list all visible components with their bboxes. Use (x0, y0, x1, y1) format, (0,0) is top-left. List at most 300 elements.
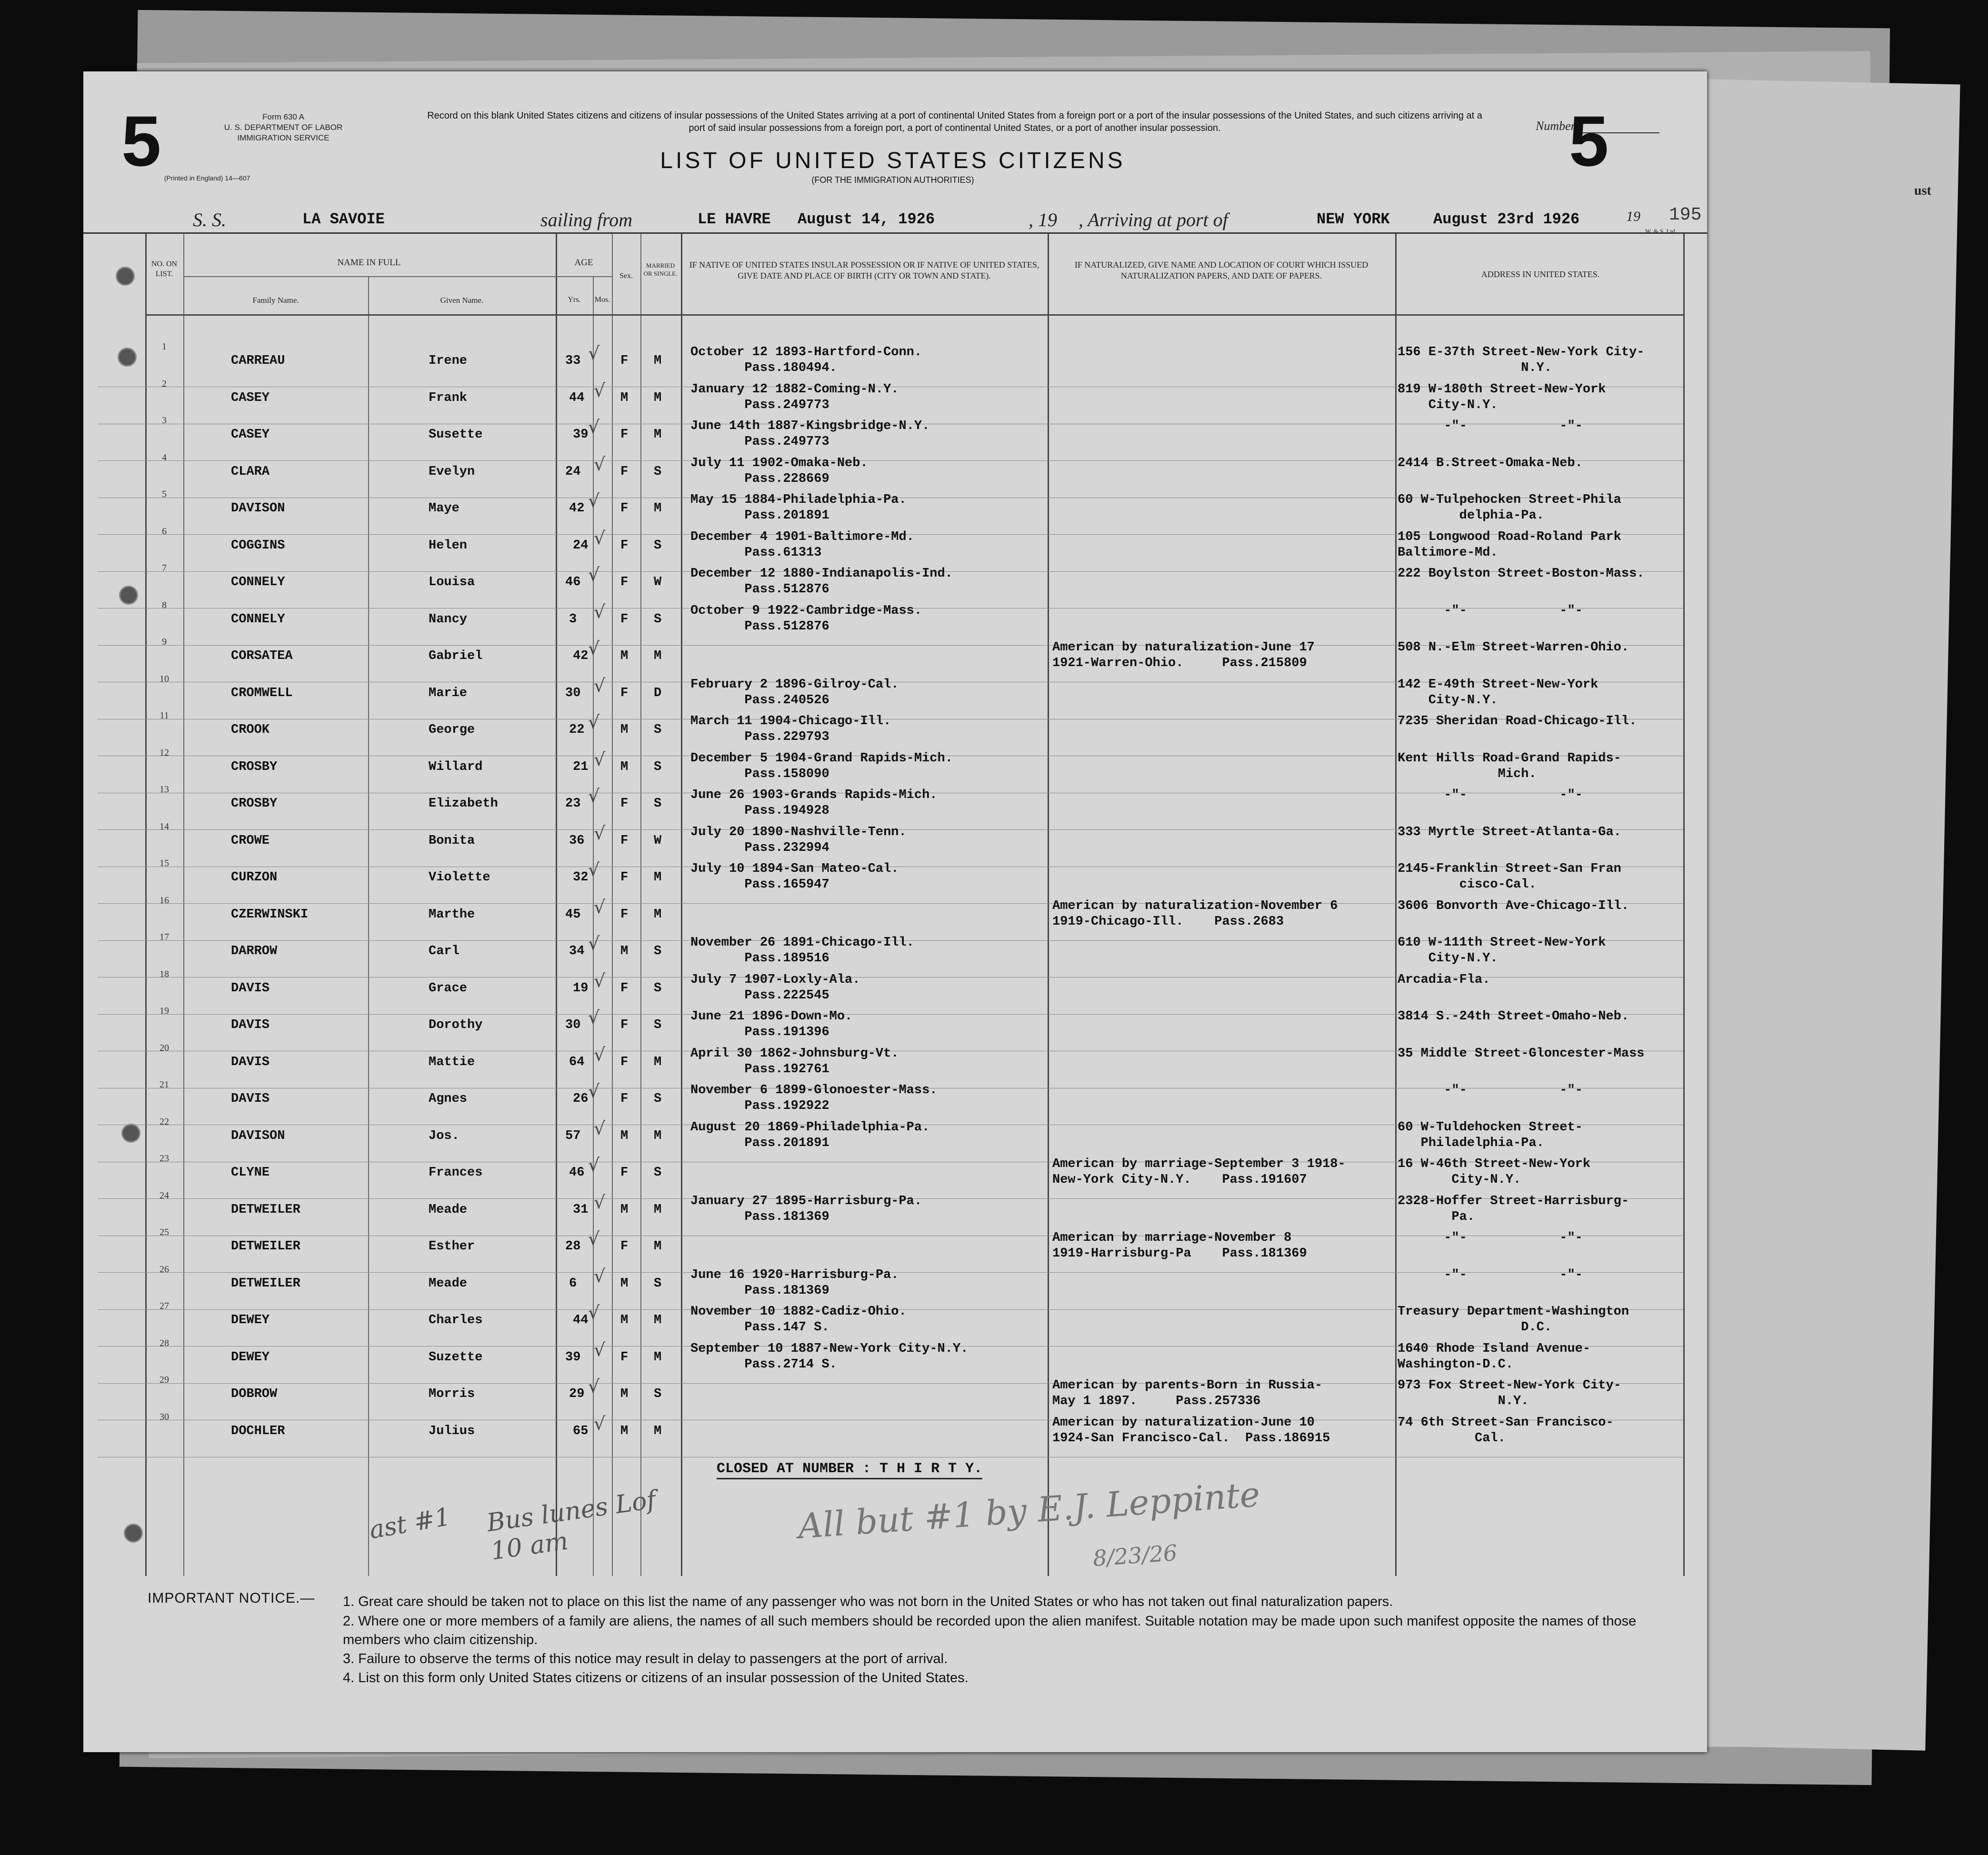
row-number: 27 (160, 1301, 169, 1311)
sex: F (620, 501, 629, 516)
naturalization-info: American by parents-Born in Russia- May 1 1897. Pass.257336 (1052, 1378, 1323, 1408)
marital-status: M (654, 1055, 662, 1069)
marital-status: M (654, 870, 662, 885)
column-rule (1683, 233, 1685, 1576)
age-years: 65 (573, 1424, 589, 1438)
family-name: DETWEILER (231, 1203, 300, 1217)
row-number: 29 (160, 1375, 169, 1385)
header-mos: Mos. (594, 296, 610, 304)
check-mark-icon: √ (588, 1007, 600, 1028)
marital-status: M (654, 649, 662, 663)
sex: M (620, 1203, 629, 1217)
sex: F (620, 539, 629, 553)
given-name: Elizabeth (429, 797, 498, 811)
address: 610 W-111th Street-New-York City-N.Y. (1398, 936, 1606, 966)
row-number: 11 (160, 710, 169, 721)
age-years: 64 (569, 1055, 585, 1069)
birth-info: April 30 1862-Johnsburg-Vt. Pass.192761 (690, 1047, 899, 1077)
marital-status: D (654, 686, 662, 700)
given-name: Suzette (429, 1350, 483, 1365)
marital-status: S (654, 944, 662, 958)
age-years: 24 (565, 465, 581, 479)
birth-info: May 15 1884-Philadelphia-Pa. Pass.201891 (690, 493, 907, 523)
address: 105 Longwood Road-Roland Park Baltimore-Md. (1398, 530, 1621, 560)
age-years: 46 (569, 1166, 585, 1180)
row-number: 18 (160, 969, 169, 979)
family-name: CONNELY (231, 575, 285, 589)
check-mark-icon: √ (588, 786, 600, 807)
check-mark-icon: √ (594, 1192, 606, 1213)
age-years: 26 (573, 1092, 589, 1106)
birth-info: November 10 1882-Cadiz-Ohio. Pass.147 S. (690, 1305, 907, 1335)
printer-label: W. & S. Ltd. (1645, 228, 1677, 235)
row-number: 19 (160, 1006, 169, 1016)
marital-status: M (654, 1203, 662, 1217)
row-number: 25 (160, 1227, 169, 1237)
marital-status: M (654, 1350, 662, 1365)
punch-hole (118, 348, 137, 367)
sex: F (620, 1239, 629, 1254)
check-mark-icon: √ (588, 1228, 600, 1249)
form-number: Form 630 A (262, 112, 304, 121)
given-name: Carl (429, 944, 460, 958)
birth-info: February 2 1896-Gilroy-Cal. Pass.240526 (690, 678, 899, 708)
family-name: DEWEY (231, 1313, 270, 1327)
handwritten-date: 8/23/26 (1092, 1539, 1179, 1572)
age-years: 28 (565, 1239, 581, 1254)
address: 74 6th Street-San Francisco- Cal. (1398, 1416, 1614, 1446)
marital-status: M (654, 1239, 662, 1254)
given-name: Meade (429, 1277, 468, 1291)
family-name: DETWEILER (231, 1239, 300, 1254)
row-number: 28 (160, 1338, 169, 1348)
sex: F (620, 612, 629, 627)
sex: F (620, 834, 629, 848)
marital-status: S (654, 1387, 662, 1401)
age-years: 42 (573, 649, 589, 663)
sex: F (620, 465, 629, 479)
given-name: Mattie (429, 1055, 475, 1069)
marital-status: M (654, 391, 662, 405)
header-yrs: Yrs. (568, 296, 581, 304)
family-name: CROOK (231, 723, 270, 737)
sex: F (620, 908, 629, 922)
address: 508 N.-Elm Street-Warren-Ohio. (1398, 640, 1629, 655)
header-age: AGE (574, 258, 593, 268)
address: 973 Fox Street-New-York City- N.Y. (1398, 1378, 1621, 1408)
naturalization-info: American by naturalization-June 17 1921-Warren-Ohio. Pass.215809 (1052, 640, 1315, 670)
check-mark-icon: √ (588, 1155, 600, 1176)
ship-name: LA SAVOIE (302, 210, 385, 228)
given-name: Esther (429, 1239, 475, 1254)
family-name: CASEY (231, 428, 270, 442)
age-years: 34 (569, 944, 585, 958)
given-name: Irene (429, 354, 468, 368)
address: 142 E-49th Street-New-York City-N.Y. (1398, 678, 1598, 708)
family-name: CLARA (231, 465, 270, 479)
birth-info: October 12 1893-Hartford-Conn. Pass.180494. (690, 345, 922, 375)
sex: M (620, 1129, 629, 1143)
age-years: 42 (569, 501, 585, 516)
age-years: 45 (565, 908, 581, 922)
given-name: Grace (429, 981, 468, 996)
sex: M (620, 1313, 629, 1327)
notice-item: 2. Where one or more members of a family are aliens, the names of all such members should be recorded upon the alien manifest. Suitable notation may be made upon such manifest opposite the names of those members who claim citizenship. (343, 1614, 1637, 1648)
given-name: Jos. (429, 1129, 460, 1143)
marital-status: S (654, 1166, 662, 1180)
header-name-in-full: NAME IN FULL (337, 258, 401, 268)
given-name: Bonita (429, 834, 475, 848)
address: -"- -"- (1398, 604, 1583, 618)
record-instructions: Record on this blank United States citizens and citizens of insular possessions of the United States arriving at a port of continental United States from a foreign port or a port of the insular possessions of the United States, and such citizens arriving at a port of said insular possessions from a foreign port, a port of continental United States, or a port of another insular possession. (427, 110, 1482, 133)
sex: F (620, 354, 629, 368)
birth-info: June 14th 1887-Kingsbridge-N.Y. Pass.249773 (690, 419, 930, 449)
birth-info: June 26 1903-Grands Rapids-Mich. Pass.194928 (690, 788, 938, 818)
family-name: DOBROW (231, 1387, 278, 1401)
check-mark-icon: √ (594, 749, 606, 770)
check-mark-icon: √ (588, 1081, 600, 1102)
address: 2328-Hoffer Street-Harrisburg- Pa. (1398, 1194, 1629, 1224)
header-family: Family Name. (252, 296, 299, 305)
column-rule (640, 233, 641, 1576)
birth-info: October 9 1922-Cambridge-Mass. Pass.512876 (690, 604, 922, 634)
address: Treasury Department-Washington D.C. (1398, 1305, 1629, 1335)
header-married: MARRIED OR SINGLE. (643, 262, 678, 277)
ss-label: S. S. (193, 209, 226, 230)
age-years: 24 (573, 539, 589, 553)
row-number: 3 (162, 415, 167, 426)
family-name: DAVIS (231, 1092, 270, 1106)
given-name: Evelyn (429, 465, 475, 479)
check-mark-icon: √ (594, 380, 606, 401)
handwritten-note: Bus lunes Lof 10 am (485, 1486, 658, 1566)
marital-status: S (654, 465, 662, 479)
column-rule (1395, 233, 1397, 1576)
column-rule (183, 233, 184, 1576)
check-mark-icon: √ (594, 897, 606, 918)
family-name: CURZON (231, 870, 278, 885)
column-rule (556, 233, 557, 1576)
header-address: ADDRESS IN UNITED STATES. (1481, 269, 1600, 279)
row-number: 14 (160, 821, 169, 832)
family-name: CROSBY (231, 797, 278, 811)
family-name: CZERWINSKI (231, 908, 309, 922)
marital-status: S (654, 760, 662, 774)
header-birth: IF NATIVE OF UNITED STATES INSULAR POSSESSION OR IF NATIVE OF UNITED STATES, GIVE DATE AND PLACE OF BIRTH (CITY OR TOWN AND STATE). (689, 260, 1039, 281)
row-number: 8 (162, 600, 167, 610)
header-divider (556, 276, 612, 277)
sex: M (620, 760, 629, 774)
check-mark-icon: √ (588, 933, 600, 954)
family-name: DAVIS (231, 1018, 270, 1032)
given-name: Morris (429, 1387, 475, 1401)
marital-status: S (654, 981, 662, 996)
arriving-label: , Arriving at port of (1079, 209, 1228, 230)
closed-at-number: CLOSED AT NUMBER : T H I R T Y. (717, 1461, 982, 1479)
family-name: DETWEILER (231, 1277, 300, 1291)
row-number: 4 (162, 452, 167, 463)
row-number: 21 (160, 1079, 169, 1090)
right-page-number: 5 (1569, 101, 1609, 181)
age-years: 44 (569, 391, 585, 405)
sex: F (620, 797, 629, 811)
marital-status: M (654, 1129, 662, 1143)
check-mark-icon: √ (588, 1376, 600, 1397)
row-number: 26 (160, 1264, 169, 1275)
arrival-date: August 23rd 1926 (1433, 210, 1580, 228)
row-number: 30 (160, 1412, 169, 1422)
sex: M (620, 649, 629, 663)
header-sex: Sex. (619, 272, 633, 280)
manifest-page (83, 71, 1707, 1752)
address: -"- -"- (1398, 419, 1583, 433)
check-mark-icon: √ (588, 343, 600, 364)
marital-status: S (654, 797, 662, 811)
voyage-line (83, 204, 1707, 234)
check-mark-icon: √ (588, 417, 600, 438)
sex: F (620, 686, 629, 700)
age-years: 19 (573, 981, 589, 996)
address: Arcadia-Fla. (1398, 973, 1490, 987)
row-number: 17 (160, 932, 169, 942)
notice-item: 4. List on this form only United States citizens or citizens of an insular possession of the United States. (343, 1670, 969, 1685)
age-years: 3 (569, 612, 577, 627)
family-name: CARREAU (231, 354, 285, 368)
family-name: DOCHLER (231, 1424, 285, 1438)
header-bottom-rule (145, 314, 1683, 316)
column-rule (1048, 233, 1049, 1576)
age-years: 23 (565, 797, 581, 811)
marital-status: S (654, 1277, 662, 1291)
check-mark-icon: √ (594, 1118, 606, 1139)
age-years: 39 (565, 1350, 581, 1365)
birth-info: December 4 1901-Baltimore-Md. Pass.61313 (690, 530, 914, 560)
check-mark-icon: √ (594, 454, 606, 475)
family-name: COGGINS (231, 539, 285, 553)
address: 60 W-Tuldehocken Street- Philadelphia-Pa. (1398, 1120, 1583, 1150)
birth-info: December 5 1904-Grand Rapids-Mich. Pass.158090 (690, 751, 953, 781)
age-years: 33 (565, 354, 581, 368)
birth-info: January 12 1882-Coming-N.Y. Pass.249773 (690, 382, 899, 412)
marital-status: S (654, 539, 662, 553)
row-number: 13 (160, 784, 169, 795)
year-label-2: 19 (1626, 209, 1640, 224)
marital-status: M (654, 1424, 662, 1438)
underlying-page-text: ust (1914, 183, 1931, 198)
check-mark-icon: √ (594, 601, 606, 622)
check-mark-icon: √ (594, 528, 606, 549)
given-name: Willard (429, 760, 483, 774)
row-number: 1 (162, 341, 167, 352)
check-mark-icon: √ (588, 859, 600, 880)
sex: F (620, 428, 629, 442)
check-mark-icon: √ (594, 970, 606, 991)
sex: F (620, 870, 629, 885)
given-name: Frank (429, 391, 468, 405)
row-number: 15 (160, 858, 169, 868)
check-mark-icon: √ (594, 1339, 606, 1360)
family-name: CROMWELL (231, 686, 293, 700)
birth-info: August 20 1869-Philadelphia-Pa. Pass.201891 (690, 1120, 930, 1150)
handwritten-note: ast #1 (367, 1502, 453, 1545)
sex: M (620, 1387, 629, 1401)
naturalization-info: American by naturalization-June 10 1924-San Francisco-Cal. Pass.186915 (1052, 1416, 1330, 1446)
family-name: CORSATEA (231, 649, 293, 663)
given-name: Marthe (429, 908, 475, 922)
check-mark-icon: √ (594, 1044, 606, 1065)
given-name: Marie (429, 686, 468, 700)
address: -"- -"- (1398, 1083, 1583, 1097)
sex: M (620, 944, 629, 958)
column-rule (612, 233, 613, 1576)
family-name: CLYNE (231, 1166, 270, 1180)
marital-status: M (654, 354, 662, 368)
birth-info: September 10 1887-New-York City-N.Y. Pass.2714 S. (690, 1342, 969, 1372)
column-rule (681, 233, 682, 1576)
family-name: CROSBY (231, 760, 278, 774)
punch-hole (121, 1124, 140, 1143)
given-name: Dorothy (429, 1018, 483, 1032)
page-subtitle: (FOR THE IMMIGRATION AUTHORITIES) (811, 175, 974, 185)
given-name: George (429, 723, 475, 737)
age-years: 36 (569, 834, 585, 848)
age-years: 29 (569, 1387, 585, 1401)
given-name: Susette (429, 428, 483, 442)
punch-hole (119, 586, 138, 605)
page-title: LIST OF UNITED STATES CITIZENS (660, 148, 1126, 173)
header-given: Given Name. (440, 296, 484, 305)
year-label: , 19 (1029, 209, 1057, 230)
birth-info: July 20 1890-Nashville-Tenn. Pass.232994 (690, 825, 907, 855)
age-years: 44 (573, 1313, 589, 1327)
service-label: IMMIGRATION SERVICE (237, 133, 330, 143)
column-rule (368, 276, 369, 1576)
row-number: 12 (160, 748, 169, 758)
birth-info: January 27 1895-Harrisburg-Pa. Pass.181369 (690, 1194, 922, 1224)
port-of-departure: LE HAVRE (698, 210, 771, 228)
sheet-number: 195 (1669, 205, 1702, 225)
given-name: Charles (429, 1313, 483, 1327)
birth-info: June 16 1920-Harrisburg-Pa. Pass.181369 (690, 1268, 899, 1298)
address: Kent Hills Road-Grand Rapids- Mich. (1398, 751, 1621, 781)
birth-info: July 10 1894-San Mateo-Cal. Pass.165947 (690, 862, 899, 892)
address: 333 Myrtle Street-Atlanta-Ga. (1398, 825, 1621, 839)
row-number: 9 (162, 637, 167, 647)
birth-info: June 21 1896-Down-Mo. Pass.191396 (690, 1009, 853, 1039)
family-name: DAVIS (231, 1055, 270, 1069)
birth-info: December 12 1880-Indianapolis-Ind. Pass.512876 (690, 567, 953, 597)
address: -"- -"- (1398, 1231, 1583, 1245)
naturalization-info: American by naturalization-November 6 1919-Chicago-Ill. Pass.2683 (1052, 899, 1338, 929)
sex: M (620, 723, 629, 737)
check-mark-icon: √ (588, 712, 600, 733)
given-name: Gabriel (429, 649, 483, 663)
naturalization-info: American by marriage-November 8 1919-Harrisburg-Pa Pass.181369 (1052, 1231, 1307, 1261)
birth-info: July 11 1902-Omaka-Neb. Pass.228669 (690, 456, 868, 486)
address: 2414 B.Street-Omaka-Neb. (1398, 456, 1583, 470)
sex: F (620, 981, 629, 996)
row-number: 23 (160, 1153, 169, 1164)
marital-status: S (654, 723, 662, 737)
punch-hole (124, 1524, 143, 1543)
printed-label: (Printed in England) 14—607 (164, 174, 250, 182)
age-years: 39 (573, 428, 589, 442)
check-mark-icon: √ (588, 490, 600, 511)
sex: F (620, 1166, 629, 1180)
header-divider (183, 276, 556, 277)
age-years: 30 (565, 686, 581, 700)
handwritten-note: All but #1 by E.J. Leppinte (797, 1474, 1261, 1546)
given-name: Maye (429, 501, 460, 516)
column-rule (145, 233, 147, 1576)
address: -"- -"- (1398, 788, 1583, 802)
row-number: 22 (160, 1117, 169, 1127)
sex: F (620, 1018, 629, 1032)
given-name: Violette (429, 870, 490, 885)
important-notice-label: IMPORTANT NOTICE.— (148, 1590, 315, 1606)
marital-status: S (654, 612, 662, 627)
family-name: DAVISON (231, 1129, 285, 1143)
row-number: 7 (162, 563, 167, 573)
check-mark-icon: √ (594, 1266, 606, 1287)
address: 156 E-37th Street-New-York City- N.Y. (1398, 345, 1645, 375)
family-name: CASEY (231, 391, 270, 405)
sex: M (620, 391, 629, 405)
sex: F (620, 1055, 629, 1069)
marital-status: W (654, 575, 662, 589)
check-mark-icon: √ (588, 638, 600, 659)
address: 3814 S.-24th Street-Omaho-Neb. (1398, 1009, 1629, 1024)
port-of-arrival: NEW YORK (1317, 210, 1390, 228)
row-number: 5 (162, 489, 167, 499)
given-name: Helen (429, 539, 468, 553)
address: 3606 Bonvorth Ave-Chicago-Ill. (1398, 899, 1629, 913)
check-mark-icon: √ (594, 1413, 606, 1434)
family-name: DAVIS (231, 981, 270, 996)
sex: F (620, 575, 629, 589)
birth-info: July 7 1907-Loxly-Ala. Pass.222545 (690, 973, 860, 1003)
birth-info: November 6 1899-Glonoester-Mass. Pass.192922 (690, 1083, 938, 1113)
left-page-number: 5 (121, 101, 161, 181)
birth-info: November 26 1891-Chicago-Ill. Pass.189516 (690, 936, 914, 966)
age-years: 30 (565, 1018, 581, 1032)
marital-status: M (654, 501, 662, 516)
given-name: Nancy (429, 612, 468, 627)
row-number: 2 (162, 379, 167, 389)
marital-status: M (654, 428, 662, 442)
address: 7235 Sheridan Road-Chicago-Ill. (1398, 714, 1637, 728)
family-name: DAVISON (231, 501, 285, 516)
age-years: 32 (573, 870, 589, 885)
row-number: 10 (160, 674, 169, 684)
check-mark-icon: √ (588, 564, 600, 585)
form-block (212, 112, 355, 143)
family-name: CONNELY (231, 612, 285, 627)
given-name: Frances (429, 1166, 483, 1180)
marital-status: M (654, 908, 662, 922)
address: 2145-Franklin Street-San Fran cisco-Cal. (1398, 862, 1621, 892)
sex: F (620, 1350, 629, 1365)
birth-info: March 11 1904-Chicago-Ill. Pass.229793 (690, 714, 891, 744)
department-label: U. S. DEPARTMENT OF LABOR (224, 123, 343, 132)
address: 60 W-Tulpehocken Street-Phila delphia-Pa. (1398, 493, 1621, 523)
check-mark-icon: √ (588, 1302, 600, 1323)
age-years: 22 (569, 723, 585, 737)
given-name: Louisa (429, 575, 475, 589)
marital-status: W (654, 834, 662, 848)
row-number: 6 (162, 526, 167, 537)
header-no: NO. ON LIST. (151, 260, 178, 278)
